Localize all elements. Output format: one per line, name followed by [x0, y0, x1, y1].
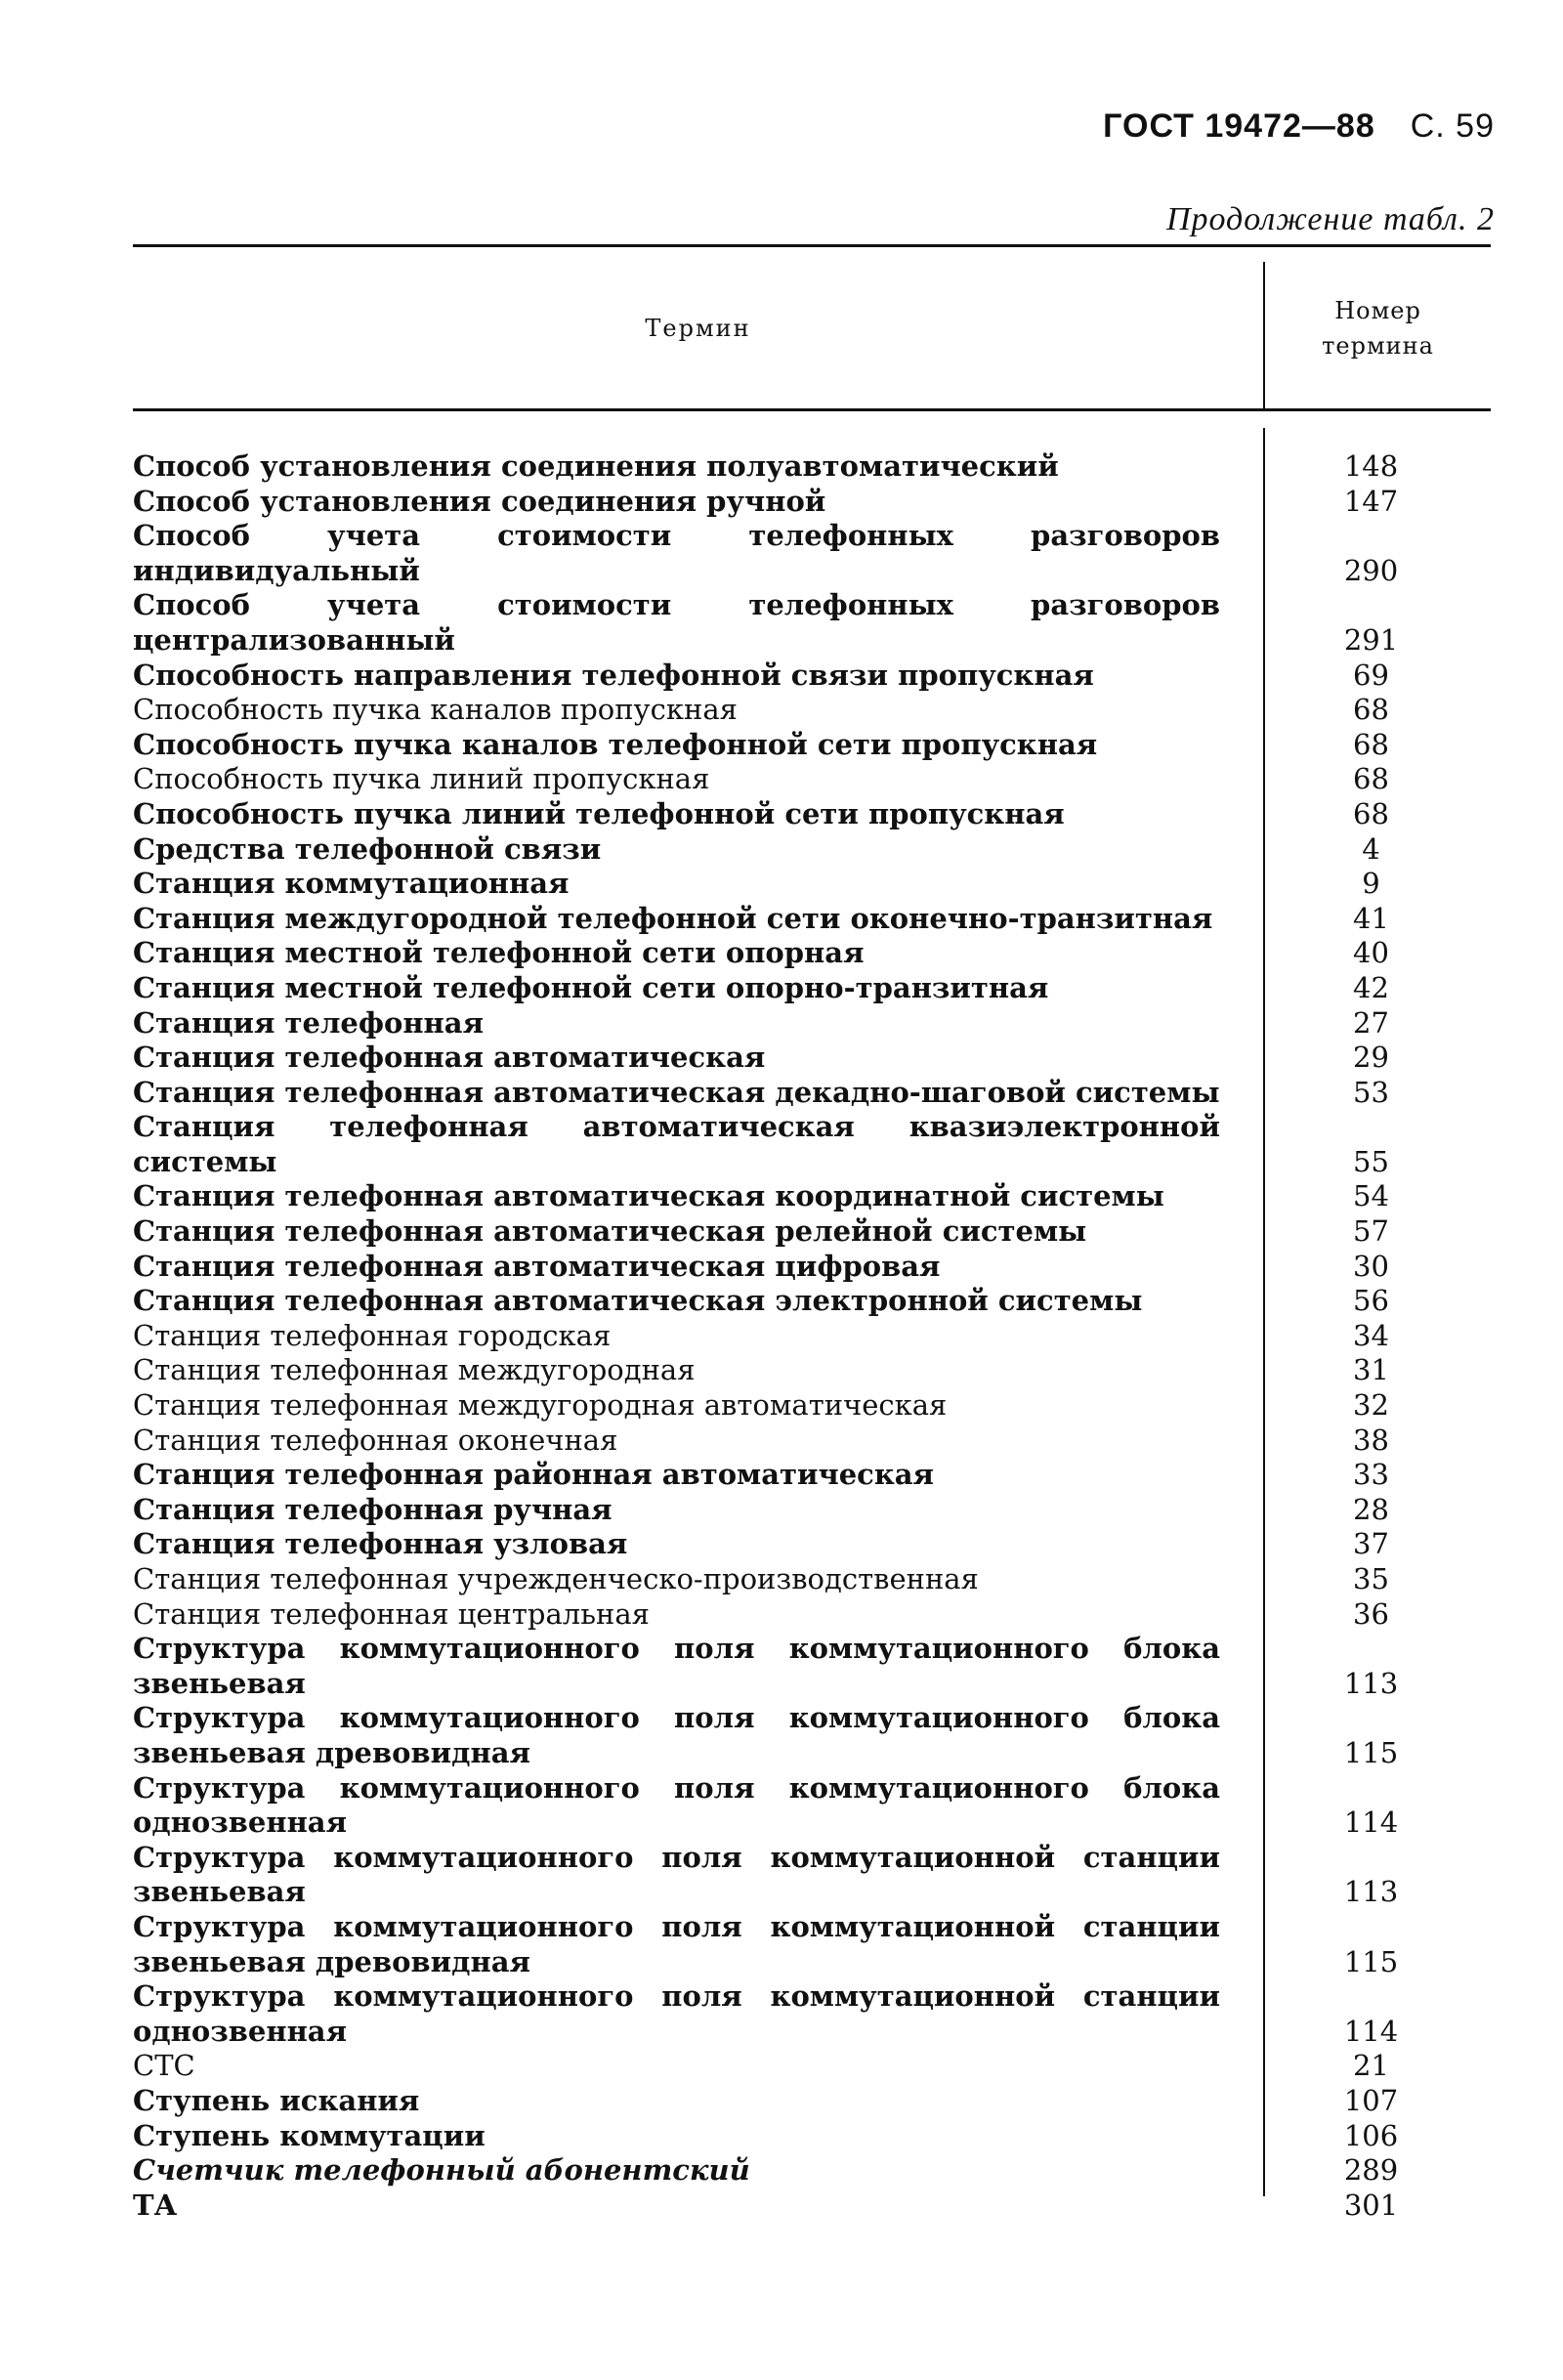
term-text: Станция телефонная междугородная	[133, 1353, 696, 1387]
standard-designation: ГОСТ 19472—88	[1103, 107, 1375, 145]
table-row	[133, 1493, 1491, 1528]
table-row	[133, 588, 1491, 658]
term-number: 30	[1353, 1249, 1389, 1283]
term-number: 115	[1343, 1944, 1399, 1978]
term-number: 54	[1353, 1179, 1389, 1213]
table-row	[133, 1076, 1491, 1111]
term-number: 291	[1343, 622, 1399, 657]
table-row	[133, 1110, 1491, 1179]
column-header-number-text: Номер термина	[1322, 297, 1434, 360]
table-row	[133, 1388, 1491, 1424]
term-number: 53	[1353, 1075, 1389, 1109]
term-text: ТА	[133, 2188, 178, 2222]
term-text: Станция телефонная автоматическая электронной системы	[133, 1284, 1143, 1318]
term-text: Способность пучка каналов телефонной сети пропускная	[133, 727, 1098, 761]
term-text: Способ учета стоимости телефонных разговоров индивидуальный	[133, 519, 1220, 587]
term-text: Станция телефонная городская	[133, 1318, 612, 1352]
term-number: 36	[1353, 1596, 1389, 1631]
term-number: 56	[1353, 1284, 1389, 1318]
term-text: Способ установления соединения полуавтоматический	[133, 449, 1059, 483]
table-row	[133, 1353, 1491, 1388]
term-number: 9	[1362, 867, 1380, 901]
term-number: 38	[1353, 1423, 1389, 1457]
term-number: 27	[1353, 1005, 1389, 1040]
term-number: 106	[1343, 2118, 1399, 2152]
term-text: Способность пучка линий пропускная	[133, 762, 710, 796]
term-number: 32	[1353, 1388, 1389, 1423]
term-number: 68	[1353, 762, 1389, 796]
table-row	[133, 1979, 1491, 2049]
term-text: Станция телефонная междугородная автоматическая	[133, 1388, 948, 1423]
term-text: Станция коммутационная	[133, 867, 570, 901]
table-continuation-caption: Продолжение табл. 2	[1165, 201, 1495, 237]
term-text: Станция телефонная районная автоматическая	[133, 1458, 934, 1492]
table-row	[133, 519, 1491, 588]
table-row	[133, 971, 1491, 1006]
term-number: 114	[1343, 1806, 1399, 1840]
term-number: 301	[1343, 2188, 1399, 2222]
term-text: Способ установления соединения ручной	[133, 484, 826, 518]
term-text: Станция телефонная автоматическая декадно-шаговой системы	[133, 1075, 1220, 1109]
term-text: Станция телефонная оконечная	[133, 1423, 618, 1457]
table-row	[133, 2049, 1491, 2084]
term-text: Станция телефонная ручная	[133, 1492, 613, 1526]
table-row	[133, 659, 1491, 694]
term-number: 107	[1343, 2083, 1399, 2117]
term-number: 31	[1353, 1353, 1389, 1387]
term-number: 113	[1343, 1875, 1399, 1909]
term-number: 113	[1343, 1666, 1399, 1700]
term-text: Станция местной телефонной сети опорно-транзитная	[133, 970, 1049, 1004]
table-row	[133, 1214, 1491, 1250]
table-row	[133, 1179, 1491, 1214]
term-number: 289	[1343, 2153, 1399, 2188]
term-text: Структура коммутационного поля коммутационного блока звеньевая	[133, 1632, 1220, 1700]
term-number: 28	[1353, 1492, 1389, 1526]
table-header-rule	[133, 408, 1491, 411]
table-row	[133, 797, 1491, 832]
term-number: 290	[1343, 553, 1399, 587]
table-row	[133, 1632, 1491, 1701]
term-text: Станция местной телефонной сети опорная	[133, 936, 865, 970]
table-row	[133, 2189, 1491, 2224]
term-text: Структура коммутационного поля коммутационной станции звеньевая	[133, 1840, 1220, 1909]
term-text: Структура коммутационного поля коммутационного блока звеньевая древовидная	[133, 1701, 1220, 1769]
term-number: 68	[1353, 693, 1389, 727]
table-row	[133, 1701, 1491, 1770]
term-table-body	[133, 449, 1491, 2223]
table-row	[133, 485, 1491, 520]
term-text: Станция междугородной телефонной сети оконечно-транзитная	[133, 901, 1213, 935]
term-number: 40	[1353, 936, 1389, 970]
term-text: Станция телефонная	[133, 1005, 485, 1040]
term-number: 57	[1353, 1214, 1389, 1249]
table-row	[133, 1284, 1491, 1319]
term-text: Счетчик телефонный абонентский	[133, 2153, 750, 2188]
term-number: 55	[1353, 1144, 1389, 1178]
term-text: Станция телефонная учрежденческо-производственная	[133, 1562, 979, 1595]
term-number: 68	[1353, 727, 1389, 761]
term-text: Станция телефонная центральная	[133, 1596, 650, 1631]
table-row	[133, 902, 1491, 937]
term-number: 34	[1353, 1318, 1389, 1352]
term-number: 115	[1343, 1735, 1399, 1769]
table-row	[133, 1006, 1491, 1041]
table-row	[133, 832, 1491, 868]
table-row	[133, 1771, 1491, 1841]
page-header	[1103, 107, 1495, 146]
term-number: 114	[1343, 2014, 1399, 2048]
term-number: 42	[1353, 970, 1389, 1004]
table-row	[133, 1562, 1491, 1597]
table-row	[133, 2153, 1491, 2189]
term-text: Структура коммутационного поля коммутационной станции однозвенная	[133, 1979, 1220, 2048]
table-row	[133, 867, 1491, 902]
table-row	[133, 1910, 1491, 1979]
table-row	[133, 2084, 1491, 2119]
term-text: Способность пучка линий телефонной сети пропускная	[133, 796, 1065, 830]
table-row	[133, 449, 1491, 485]
term-text: СТС	[133, 2049, 195, 2083]
table-top-rule	[133, 244, 1491, 247]
term-number: 21	[1353, 2049, 1389, 2083]
term-text: Способность пучка каналов пропускная	[133, 693, 738, 727]
term-text: Ступень коммутации	[133, 2118, 486, 2152]
table-row	[133, 1841, 1491, 1910]
column-header-term: Термин	[645, 315, 751, 342]
table-row	[133, 1250, 1491, 1285]
term-text: Структура коммутационного поля коммутационной станции звеньевая древовидная	[133, 1909, 1220, 1978]
table-row	[133, 1424, 1491, 1459]
table-row	[133, 936, 1491, 971]
term-number: 69	[1353, 658, 1389, 692]
table-row	[133, 728, 1491, 763]
term-text: Способность направления телефонной связи пропускная	[133, 658, 1094, 692]
table-row	[133, 1319, 1491, 1354]
table-row	[133, 693, 1491, 728]
table-row	[133, 762, 1491, 797]
term-text: Станция телефонная автоматическая релейной системы	[133, 1214, 1087, 1249]
term-text: Средства телефонной связи	[133, 831, 602, 866]
table-row	[133, 1458, 1491, 1493]
table-row	[133, 1527, 1491, 1562]
term-number: 68	[1353, 796, 1389, 830]
table-row	[133, 2119, 1491, 2154]
term-number: 33	[1353, 1458, 1389, 1492]
column-header-number	[1265, 293, 1491, 363]
term-number: 35	[1353, 1562, 1389, 1595]
term-number: 147	[1343, 484, 1399, 518]
term-text: Станция телефонная автоматическая координатной системы	[133, 1179, 1164, 1213]
term-number: 4	[1362, 831, 1380, 866]
term-number: 37	[1353, 1527, 1389, 1561]
term-text: Станция телефонная автоматическая цифровая	[133, 1249, 941, 1283]
term-number: 29	[1353, 1041, 1389, 1075]
page-number: С. 59	[1410, 107, 1495, 145]
term-text: Станция телефонная узловая	[133, 1527, 628, 1561]
term-text: Структура коммутационного поля коммутационного блока однозвенная	[133, 1770, 1220, 1840]
table-row	[133, 1597, 1491, 1633]
term-number: 41	[1353, 901, 1389, 935]
term-text: Ступень искания	[133, 2083, 420, 2117]
table-row	[133, 1041, 1491, 1076]
term-number: 148	[1343, 449, 1399, 483]
term-text: Станция телефонная автоматическая квазиэлектронной системы	[133, 1110, 1220, 1178]
term-text: Способ учета стоимости телефонных разговоров централизованный	[133, 588, 1220, 657]
term-text: Станция телефонная автоматическая	[133, 1041, 766, 1075]
